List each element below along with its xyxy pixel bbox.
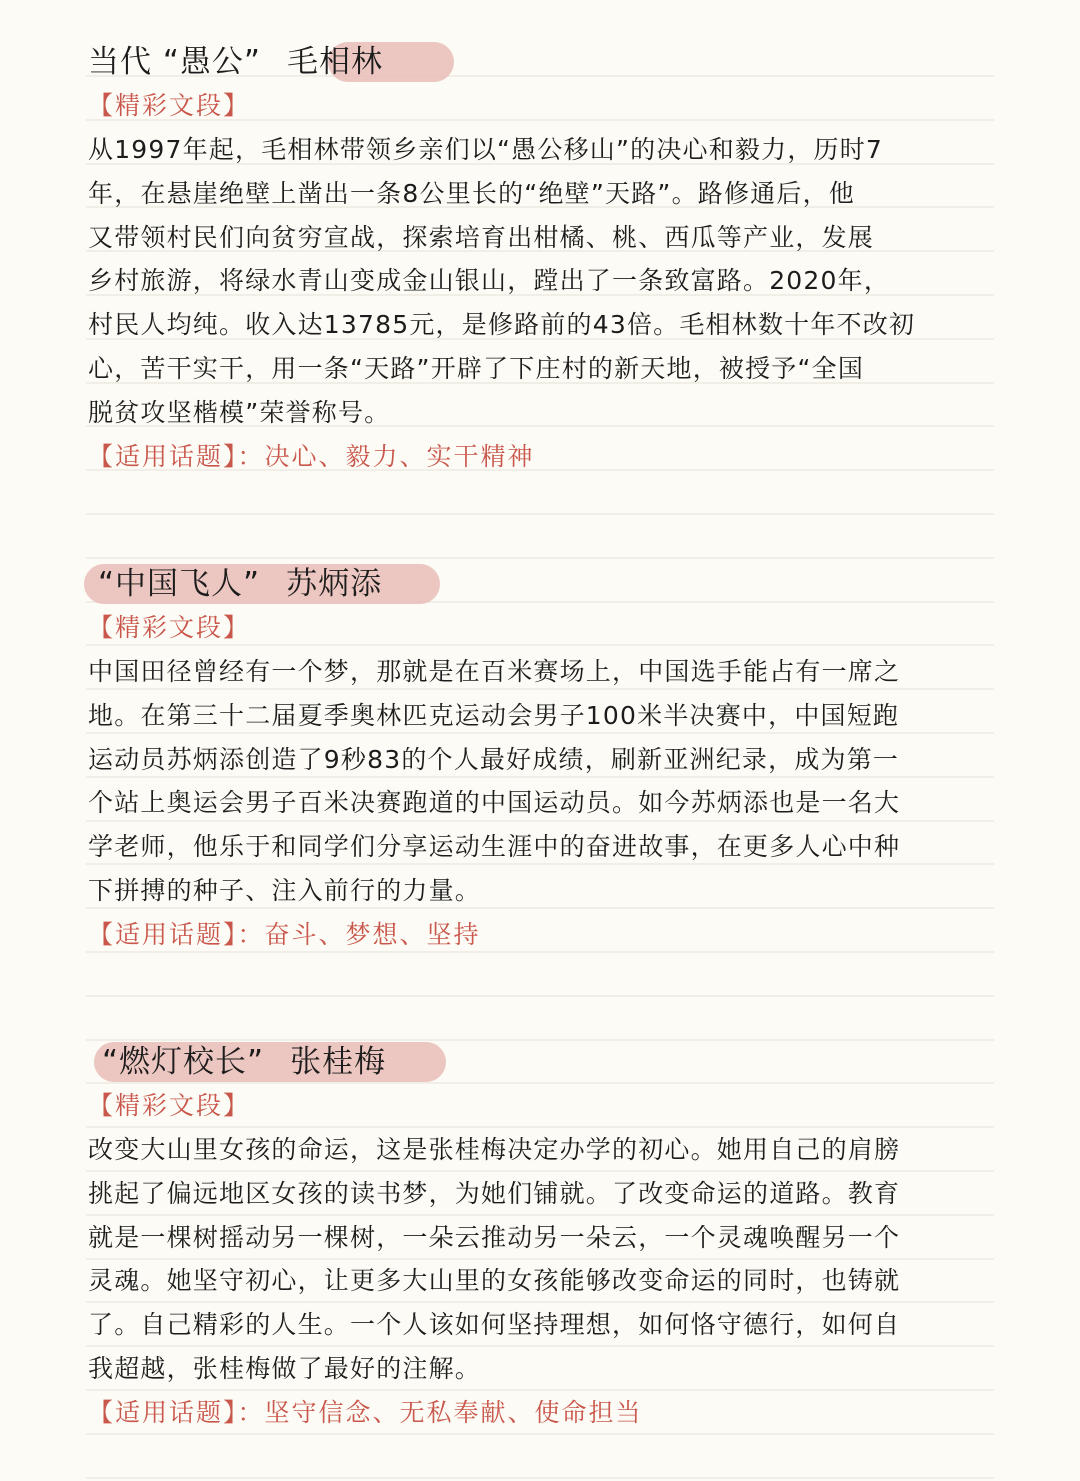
- excerpt-tag: 【精彩文段】: [88, 1091, 251, 1120]
- title-name: 毛相林: [286, 44, 383, 80]
- excerpt-line: 脱贫攻坚楷模”荣誉称号。: [88, 397, 391, 427]
- applicable-topics: 【适用话题】：奋斗、梦想、坚持: [88, 919, 481, 949]
- excerpt-line: 下拼搏的种子、注入前行的力量。: [88, 875, 482, 905]
- excerpt-tag: 【精彩文段】: [88, 613, 251, 642]
- excerpt-line: 村民人均纯。收入达13785元，是修路前的43倍。毛相林数十年不改初: [88, 310, 916, 340]
- excerpt-body: [88, 128, 994, 435]
- excerpt-line: 心，苦干实干，用一条“天路”开辟了下庄村的新天地，被授予“全国: [88, 353, 865, 383]
- applicable-topics: 【适用话题】：决心、毅力、实干精神: [88, 441, 535, 471]
- excerpt-line: 学老师，他乐于和同学们分享运动生涯中的奋进故事，在更多人心中种: [88, 832, 901, 862]
- section-su-bingtian: [88, 562, 994, 957]
- excerpt-line: 个站上奥运会男子百米决赛跑道的中国运动员。如今苏炳添也是一名大: [88, 788, 901, 818]
- excerpt-line: 地。在第三十二届夏季奥林匹克运动会男子100米半决赛中，中国短跑: [88, 700, 900, 730]
- section-mao-xianglin: [88, 40, 994, 479]
- excerpt-line: 年，在悬崖绝壁上凿出一条8公里长的“绝壁”天路”。路修通后，他: [88, 178, 855, 208]
- section-title: [88, 40, 994, 84]
- excerpt-line: 灵魂。她坚守初心，让更多大山里的女孩能够改变命运的同时，也铸就: [88, 1266, 901, 1296]
- title-prefix: 当代 “愚公”: [88, 44, 261, 80]
- title-prefix: “中国飞人”: [98, 566, 261, 602]
- excerpt-line: 挑起了偏远地区女孩的读书梦，为她们铺就。了改变命运的道路。教育: [88, 1178, 901, 1208]
- excerpt-body: [88, 650, 994, 913]
- title-name: 张桂梅: [290, 1044, 387, 1080]
- excerpt-line: 我超越，张桂梅做了最好的注解。: [88, 1353, 482, 1383]
- excerpt-line: 乡村旅游，将绿水青山变成金山银山，蹚出了一条致富路。2020年，: [88, 266, 891, 296]
- excerpt-line: 中国田径曾经有一个梦，那就是在百米赛场上，中国选手能占有一席之: [88, 657, 901, 686]
- title-name: 苏炳添: [286, 566, 383, 602]
- section-zhang-guimei: [88, 1040, 994, 1435]
- title-prefix: “燃灯校长”: [102, 1044, 265, 1080]
- excerpt-line: 就是一棵树摇动另一棵树，一朵云推动另一朵云，一个灵魂唤醒另一个: [88, 1222, 901, 1252]
- applicable-topics: 【适用话题】：坚守信念、无私奉献、使命担当: [88, 1397, 643, 1427]
- excerpt-tag: 【精彩文段】: [88, 91, 251, 120]
- excerpt-body: [88, 1128, 994, 1391]
- excerpt-line: 运动员苏炳添创造了9秒83的个人最好成绩，刷新亚洲纪录，成为第一: [88, 744, 900, 774]
- excerpt-line: 改变大山里女孩的命运，这是张桂梅决定办学的初心。她用自己的肩膀: [88, 1135, 901, 1164]
- excerpt-line: 又带领村民们向贫穷宣战，探索培育出柑橘、桃、西瓜等产业，发展: [88, 222, 875, 252]
- section-title: [88, 1040, 994, 1084]
- section-title: [88, 562, 994, 606]
- excerpt-line: 了。自己精彩的人生。一个人该如何坚持理想，如何恪守德行，如何自: [88, 1310, 901, 1340]
- excerpt-line: 从1997年起，毛相林带领乡亲们以“愚公移山”的决心和毅力，历时7: [88, 135, 884, 164]
